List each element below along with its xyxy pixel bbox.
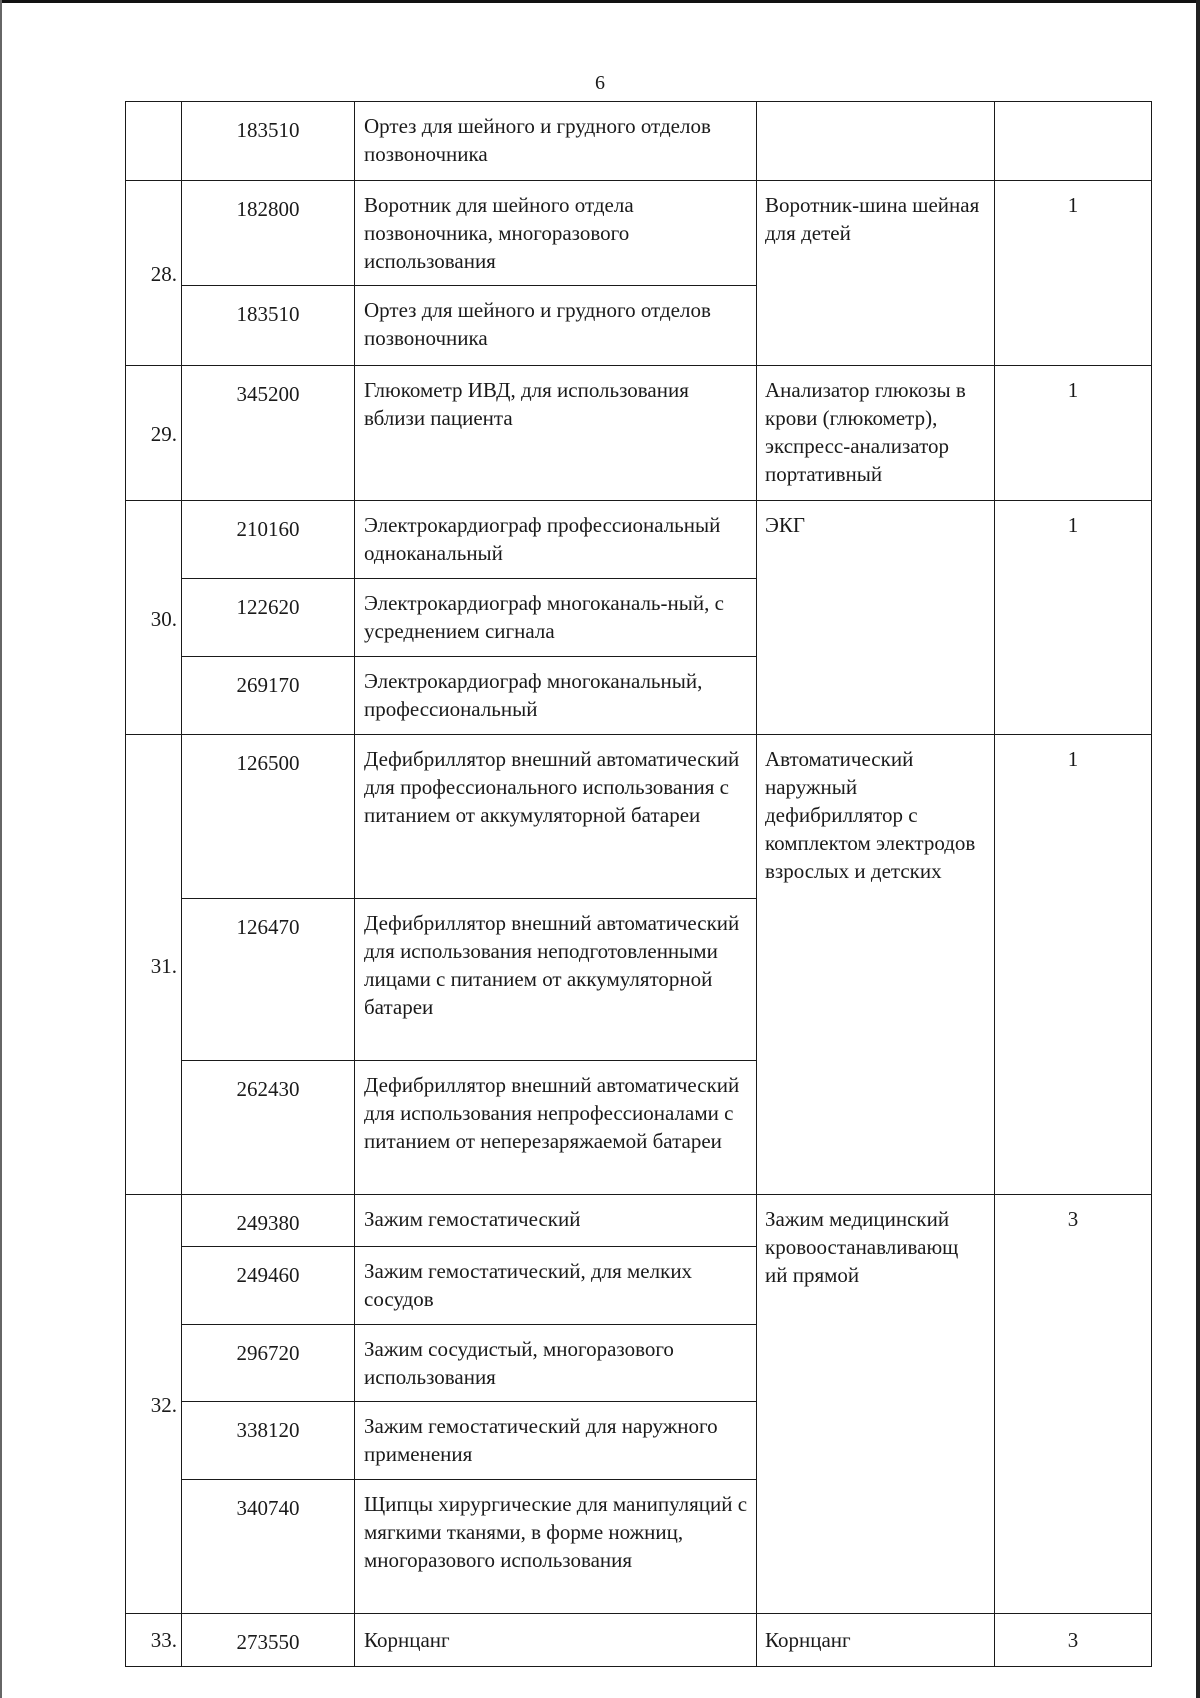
table-row <box>126 1614 1152 1667</box>
code-cell: 296720 <box>182 1325 355 1402</box>
code-cell: 262430 <box>182 1061 355 1195</box>
table-row <box>126 1195 1152 1247</box>
page-number: 6 <box>595 72 605 94</box>
table-row <box>126 735 1152 899</box>
name-cell: Зажим сосудистый, многоразового использования <box>355 1325 757 1402</box>
type-cell: ЭКГ <box>757 501 995 735</box>
code-cell: 183510 <box>182 102 355 181</box>
code-cell: 122620 <box>182 579 355 657</box>
type-cell: Воротник-шина шейная для детей <box>757 181 995 366</box>
quantity-cell: 3 <box>995 1614 1152 1667</box>
item-number-cell: 31. <box>126 735 182 1195</box>
name-cell: Дефибриллятор внешний автоматический для профессионального использования с питанием от аккумуляторной батареи <box>355 735 757 899</box>
table-row <box>126 102 1152 181</box>
name-cell: Зажим гемостатический для наружного применения <box>355 1402 757 1480</box>
name-cell: Электрокардиограф многоканаль-ный, с усреднением сигнала <box>355 579 757 657</box>
quantity-cell: 1 <box>995 735 1152 1195</box>
name-cell: Ортез для шейного и грудного отделов позвоночника <box>355 102 757 181</box>
quantity-cell: 1 <box>995 501 1152 735</box>
item-number-cell: 33. <box>126 1614 182 1667</box>
item-number-cell: 30. <box>126 501 182 735</box>
code-cell: 126470 <box>182 899 355 1061</box>
name-cell: Глюкометр ИВД, для использования вблизи пациента <box>355 366 757 501</box>
quantity-cell: 1 <box>995 366 1152 501</box>
name-cell: Электрокардиограф многоканальный, профессиональный <box>355 657 757 735</box>
quantity-cell <box>995 102 1152 181</box>
type-cell: Корнцанг <box>757 1614 995 1667</box>
table-row <box>126 181 1152 286</box>
table-row <box>126 366 1152 501</box>
code-cell: 183510 <box>182 286 355 366</box>
code-cell: 338120 <box>182 1402 355 1480</box>
quantity-cell: 1 <box>995 181 1152 366</box>
name-cell: Воротник для шейного отдела позвоночника, многоразового использования <box>355 181 757 286</box>
code-cell: 345200 <box>182 366 355 501</box>
name-cell: Зажим гемостатический <box>355 1195 757 1247</box>
item-number-cell: 28. <box>126 181 182 366</box>
name-cell: Дефибриллятор внешний автоматический для использования непрофессионалами с питанием от неперезаряжаемой батареи <box>355 1061 757 1195</box>
code-cell: 273550 <box>182 1614 355 1667</box>
code-cell: 340740 <box>182 1480 355 1614</box>
item-number-cell: 29. <box>126 366 182 501</box>
name-cell: Щипцы хирургические для манипуляций с мягкими тканями, в форме ножниц, многоразового использования <box>355 1480 757 1614</box>
type-cell: Анализатор глюкозы в крови (глюкометр), экспресс-анализатор портативный <box>757 366 995 501</box>
item-number-cell <box>126 102 182 181</box>
item-number-cell: 32. <box>126 1195 182 1614</box>
code-cell: 249460 <box>182 1247 355 1325</box>
code-cell: 249380 <box>182 1195 355 1247</box>
name-cell: Ортез для шейного и грудного отделов позвоночника <box>355 286 757 366</box>
code-cell: 210160 <box>182 501 355 579</box>
code-cell: 126500 <box>182 735 355 899</box>
scan-edge-right <box>1196 0 1200 1698</box>
quantity-cell: 3 <box>995 1195 1152 1614</box>
scan-edge-left <box>0 0 2 1698</box>
scan-edge-top <box>0 0 1200 3</box>
equipment-table <box>125 101 1152 1667</box>
table-row <box>126 501 1152 579</box>
name-cell: Корнцанг <box>355 1614 757 1667</box>
name-cell: Электрокардиограф профессиональный одноканальный <box>355 501 757 579</box>
type-cell: Зажим медицинский кровоостанавливающ ий прямой <box>757 1195 995 1614</box>
name-cell: Дефибриллятор внешний автоматический для использования неподготовленными лицами с питанием от аккумуляторной батареи <box>355 899 757 1061</box>
type-cell <box>757 102 995 181</box>
type-cell: Автоматический наружный дефибриллятор с комплектом электродов взрослых и детских <box>757 735 995 1195</box>
code-cell: 269170 <box>182 657 355 735</box>
name-cell: Зажим гемостатический, для мелких сосудов <box>355 1247 757 1325</box>
code-cell: 182800 <box>182 181 355 286</box>
